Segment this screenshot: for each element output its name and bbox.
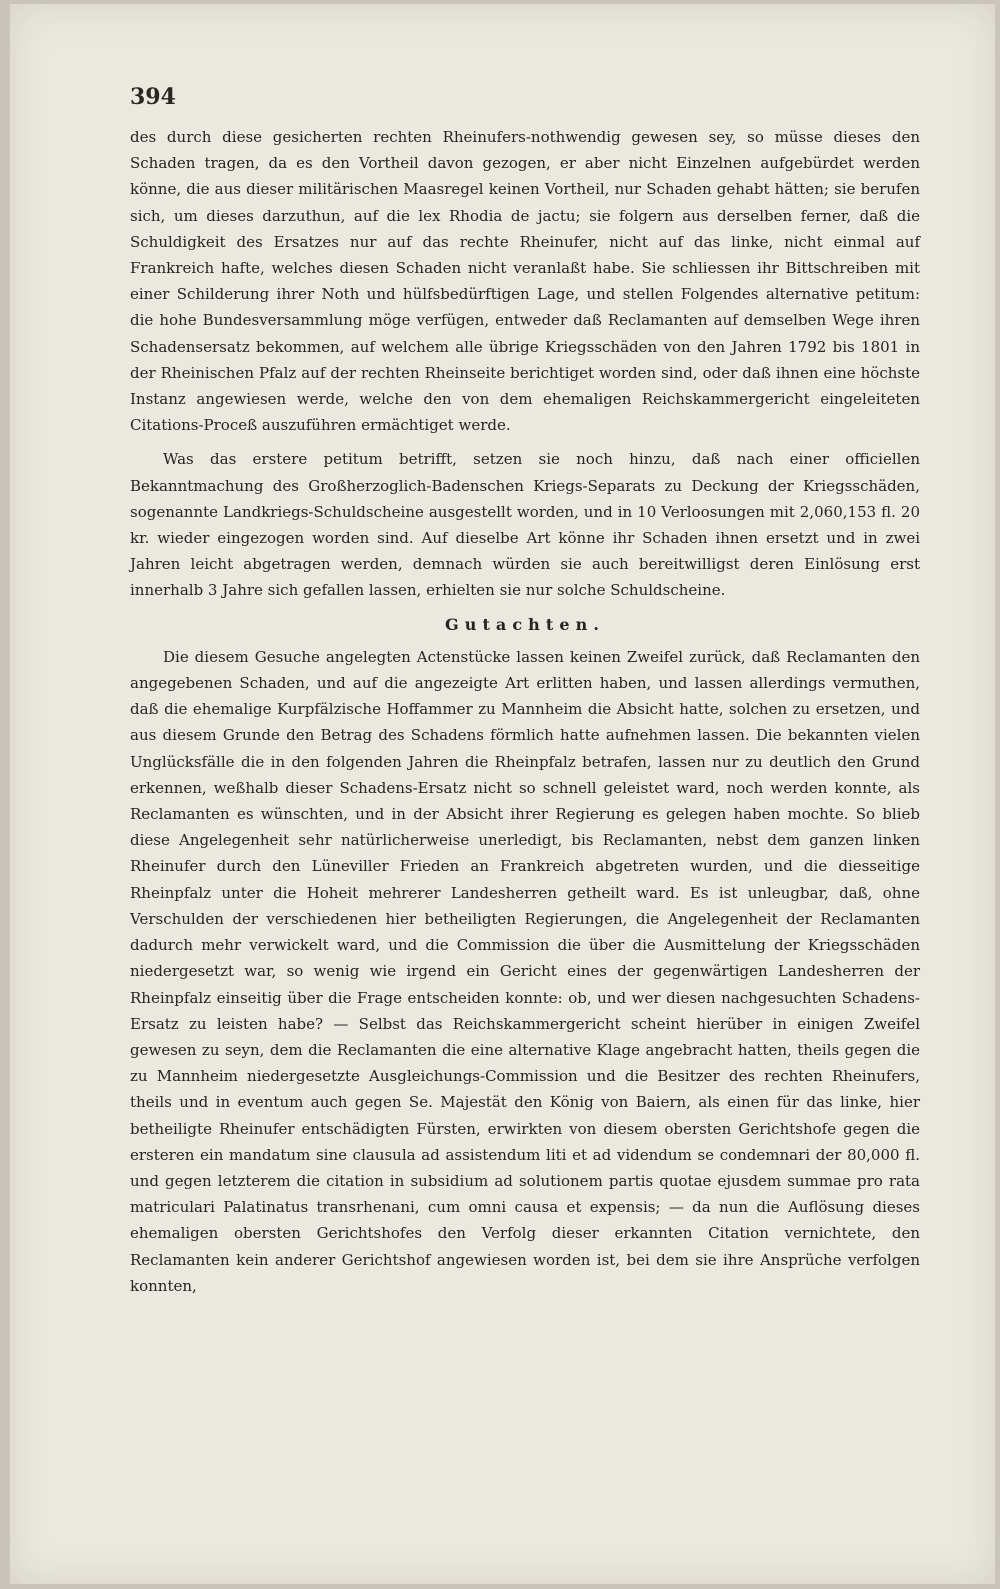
page-number: 394 xyxy=(130,84,176,110)
paragraph-opinion: Die diesem Gesuche angelegten Actenstücke lassen keinen Zweifel zurück, daß Reclamanten den angegebenen Schaden, und auf die angezeigte Art erlitten haben, und lassen allerdings vermuthen, daß die ehemalige Kurpfälzische Hoffammer zu Mannheim die Absicht hatte, solchen zu ersetzen, und aus diesem Grunde den Betrag des Schadens förmlich hatte aufnehmen lassen. Die bekannten vielen Unglücksfälle die in den folgenden Jahren die Rheinpfalz betrafen, lassen nur zu deutlich den Grund erkennen, weßhalb dieser Schadens-Ersatz nicht so schnell geleistet ward, noch werden konnte, als Reclamanten es wünschten, und in der Absicht ihrer Regierung es gelegen haben mochte. So blieb diese Angelegenheit sehr natürlicherweise unerledigt, bis Reclamanten, nebst dem ganzen linken Rheinufer durch den Lüneviller Frieden an Frankreich abgetreten wurden, und die diesseitige Rheinpfalz unter die Hoheit mehrerer Landesherren getheilt ward. Es ist unleugbar, daß, ohne Verschulden der verschiedenen hier betheiligten Regierungen, die Angelegenheit der Reclamanten dadurch mehr verwickelt ward, und die Commission die über die Ausmittelung der Kriegsschäden niedergesetzt war, so wenig wie irgend ein Gericht eines der gegenwärtigen Landesherren der Rheinpfalz einseitig über die Frage entscheiden konnte: ob, und wer diesen nachgesuchten Schadens-Ersatz zu leisten habe? — Selbst das Reichskammergericht scheint hierüber in einigen Zweifel gewesen zu seyn, dem die Reclamanten die eine alternative Klage angebracht hatten, theils gegen die zu Mannheim niedergesetzte Ausgleichungs-Commission und die Besitzer des rechten Rheinufers, theils und in eventum auch gegen Se. Majestät den König von Baiern, als einen für das linke, hier betheiligte Rheinufer entschädigten Fürsten, erwirkten von diesem obersten Gerichtshofe gegen die ersteren ein mandatum sine clausula ad assistendum liti et ad videndum se condemnari der 80,000 fl. und gegen letzterem die citation in subsidium ad solutionem partis quotae ejusdem summae pro rata matriculari Palatinatus transrhenani, cum omni causa et expensis; — da nun die Auflösung dieses ehemaligen obersten Gerichtshofes den Verfolg dieser erkannten Citation vernichtete, den Reclamanten kein anderer Gerichtshof angewiesen worden ist, bei dem sie ihre Ansprüche verfolgen konnten, xyxy=(130,647,920,1295)
book-page xyxy=(10,4,995,1584)
paragraph-petitum: Was das erstere petitum betrifft, setzen sie noch hinzu, daß nach einer officiellen Bekanntmachung des Großherzoglich-Badenschen Kriegs-Separats zu Deckung der Kriegsschäden, sogenannte Landkriegs-Schuldscheine ausgestellt worden, und in 10 Verloosungen mit 2,060,153 fl. 20 kr. wieder eingezogen worden sind. Auf dieselbe Art könne ihr Schaden ihnen ersetzt und in zwei Jahren leicht abgetragen werden, demnach würden sie auch bereitwilligst deren Einlösung erst innerhalb 3 Jahre sich gefallen lassen, erhielten sie nur solche Schuldscheine. xyxy=(130,450,920,600)
section-heading: Gutachten. xyxy=(444,614,605,634)
paragraph-petition: des durch diese gesicherten rechten Rheinufers-nothwendig gewesen sey, so müsse dieses den Schaden tragen, da es den Vortheil davon gezogen, er aber nicht Einzelnen aufgebürdet werden könne, die aus dieser militärischen Maasregel keinen Vortheil, nur Schaden gehabt hätten; sie berufen sich, um dieses darzuthun, auf die lex Rhodia de jactu; sie folgern aus derselben ferner, daß die Schuldigkeit des Ersatzes nur auf das rechte Rheinufer, nicht auf das linke, nicht einmal auf Frankreich hafte, welches diesen Schaden nicht veranlaßt habe. Sie schliessen ihr Bittschreiben mit einer Schilderung ihrer Noth und hülfsbedürftigen Lage, und stellen Folgendes alternative petitum: die hohe Bundesversammlung möge verfügen, entweder daß Reclamanten auf demselben Wege ihren Schadensersatz bekommen, auf welchem alle übrige Kriegsschäden von den Jahren 1792 bis 1801 in der Rheinischen Pfalz auf der rechten Rheinseite berichtiget worden sind, oder daß ihnen eine höchste Instanz angewiesen werde, welche den von dem ehemaligen Reichskammergericht eingeleiteten Citations-Proceß auszuführen ermächtiget werde. xyxy=(130,128,920,435)
page-body xyxy=(130,82,920,1299)
